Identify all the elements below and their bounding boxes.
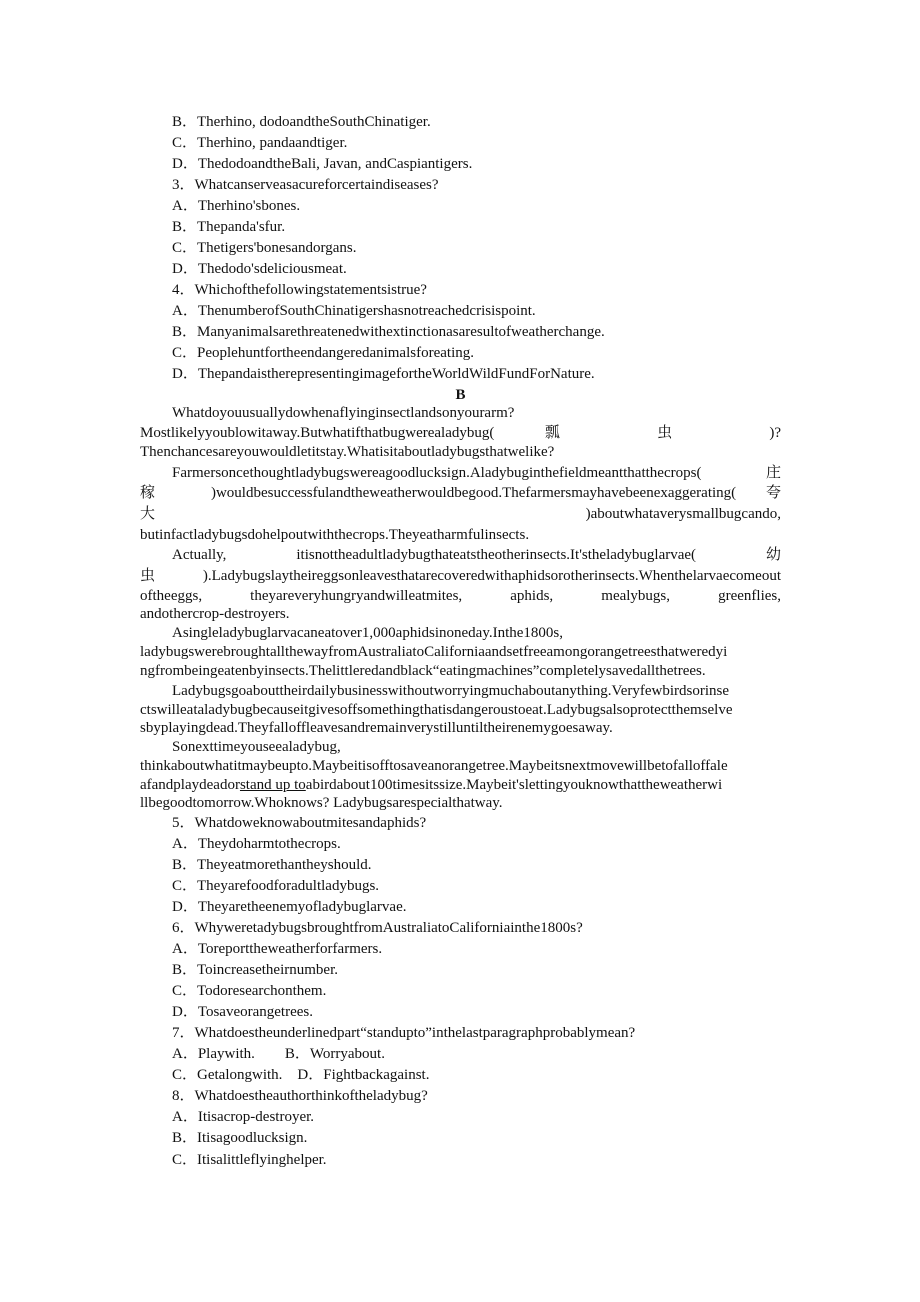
text-line	[140, 775, 722, 795]
text-line: Thenchancesareyouwouldletitstay.Whatisitaboutladybugsthatwelike?	[140, 444, 555, 460]
text-line: 3．Whatcanserveasacureforcertaindiseases?	[172, 177, 439, 193]
text-line: ngfrombeingeatenbyinsects.Thelittleredandblack“eatingmachines”completelysavedallthetrees.	[140, 663, 706, 679]
text-line: D．Tosaveorangetrees.	[172, 1004, 313, 1020]
text-line: butinfactladybugsdohelpoutwiththecrops.Theyeatharmfulinsects.	[140, 527, 530, 543]
section-heading: B	[455, 387, 466, 403]
text-line: D．ThepandaistherepresentingimagefortheWorldWildFundForNature.	[172, 366, 595, 382]
text-line: D．Theyaretheenemyofladybuglarvae.	[172, 899, 407, 915]
text-line: 8．Whatdoestheauthorthinkoftheladybug?	[172, 1088, 428, 1104]
text-line: Whatdoyouusuallydowhenaflyinginsectlandsonyourarm?	[172, 405, 515, 421]
text-line: ladybugswerebroughtallthewayfromAustraliatoCaliforniaandsetfreeamongorangetreesthatweredyi	[140, 644, 728, 660]
text-line: C．Getalongwith. D．Fightbackagainst.	[172, 1067, 430, 1083]
text-line: B．Toincreasetheirnumber.	[172, 962, 338, 978]
text-line: llbegoodtomorrow.Whoknows? Ladybugsarespecialthatway.	[140, 795, 503, 811]
text-line: Sonexttimeyouseealadybug,	[172, 739, 341, 755]
text-line: B．Therhino, dodoandtheSouthChinatiger.	[172, 114, 431, 130]
text-line: B．Theyeatmorethantheyshould.	[172, 857, 372, 873]
text-line: A．Toreporttheweatherforfarmers.	[172, 941, 383, 957]
text-line: C．Todoresearchonthem.	[172, 983, 327, 999]
text-line: 4．Whichofthefollowingstatementsistrue?	[172, 282, 427, 298]
text-line: Farmersoncethoughtladybugswereagoodlucksign.Aladybuginthefieldmeantthatthecrops( 庄	[172, 465, 781, 481]
text-line: Actually, itisnottheadultladybugthateatstheotherinsects.It'stheladybuglarvae( 幼	[172, 547, 781, 563]
text-line: 5．Whatdoweknowaboutmitesandaphids?	[172, 815, 427, 831]
text-line: C．Itisalittleflyinghelper.	[172, 1152, 327, 1168]
text-line: 虫).Ladybugslaytheireggsonleavesthatarecoveredwithaphidsorotherinsects.Whenthelarvaecomeout	[140, 568, 781, 584]
text-line: C．Thetigers'bonesandorgans.	[172, 240, 357, 256]
text-line: 6．WhyweretadybugsbroughtfromAustraliatoCaliforniainthe1800s?	[172, 920, 583, 936]
text-line: D．Thedodo'sdeliciousmeat.	[172, 261, 347, 277]
text-line: sbyplayingdead.Theyfalloffleavesandremainverystilluntiltheirenemygoesaway.	[140, 720, 613, 736]
text-line: thinkaboutwhatitmaybeupto.Maybeitisofftosaveanorangetree.Maybeitsnextmovewillbetofalloffale	[140, 758, 728, 774]
text-line: C．Theyarefoodforadultladybugs.	[172, 878, 380, 894]
underlined-phrase: stand up to	[239, 777, 306, 793]
text-line: A．Playwith. B．Worryabout.	[172, 1046, 385, 1062]
text-line: B．Manyanimalsarethreatenedwithextinctionasaresultofweatherchange.	[172, 324, 605, 340]
text-line: Asingleladybuglarvacaneatover1,000aphidsinoneday.Inthe1800s,	[172, 625, 563, 641]
text-line: 7．Whatdoestheunderlinedpart“standupto”inthelastparagraphprobablymean?	[172, 1025, 636, 1041]
text-line: Mostlikelyyoublowitaway.Butwhatifthatbugwerealadybug( 瓢 虫 )?	[140, 425, 781, 441]
text-line: A．Therhino'sbones.	[172, 198, 301, 214]
text-line: ctswilleataladybugbecauseitgivesoffsomethingthatisdangeroustoeat.Ladybugsalsoprotectthemselve	[140, 702, 733, 718]
text-line: andothercrop-destroyers.	[140, 606, 290, 622]
text-line: 稼 )wouldbesuccessfulandtheweatherwouldbegood.Thefarmersmayhavebeenexaggerating( 夸	[140, 485, 781, 501]
text-line: C．Therhino, pandaandtiger.	[172, 135, 348, 151]
text-line: B．Itisagoodlucksign.	[172, 1130, 308, 1146]
text-fragment: afandplaydeador	[140, 777, 240, 793]
text-line: C．Peoplehuntfortheendangeredanimalsforeating.	[172, 345, 474, 361]
text-line: A．Theydoharmtothecrops.	[172, 836, 341, 852]
text-line: A．Itisacrop-destroyer.	[172, 1109, 315, 1125]
text-line: 大 )aboutwhataverysmallbugcando,	[140, 506, 781, 522]
text-fragment: abirdabout100timesitssize.Maybeit'slettingyouknowthattheweatherwi	[305, 777, 723, 793]
text-line: D．ThedodoandtheBali, Javan, andCaspiantigers.	[172, 156, 473, 172]
text-line: A．ThenumberofSouthChinatigershasnotreachedcrisispoint.	[172, 303, 536, 319]
text-line: oftheeggs, theyareveryhungryandwilleatmites, aphids, mealybugs, greenflies,	[140, 588, 781, 604]
text-line: Ladybugsgoabouttheirdailybusinesswithoutworryingmuchaboutanything.Veryfewbirdsorinse	[172, 683, 729, 699]
text-line: B．Thepanda'sfur.	[172, 219, 286, 235]
